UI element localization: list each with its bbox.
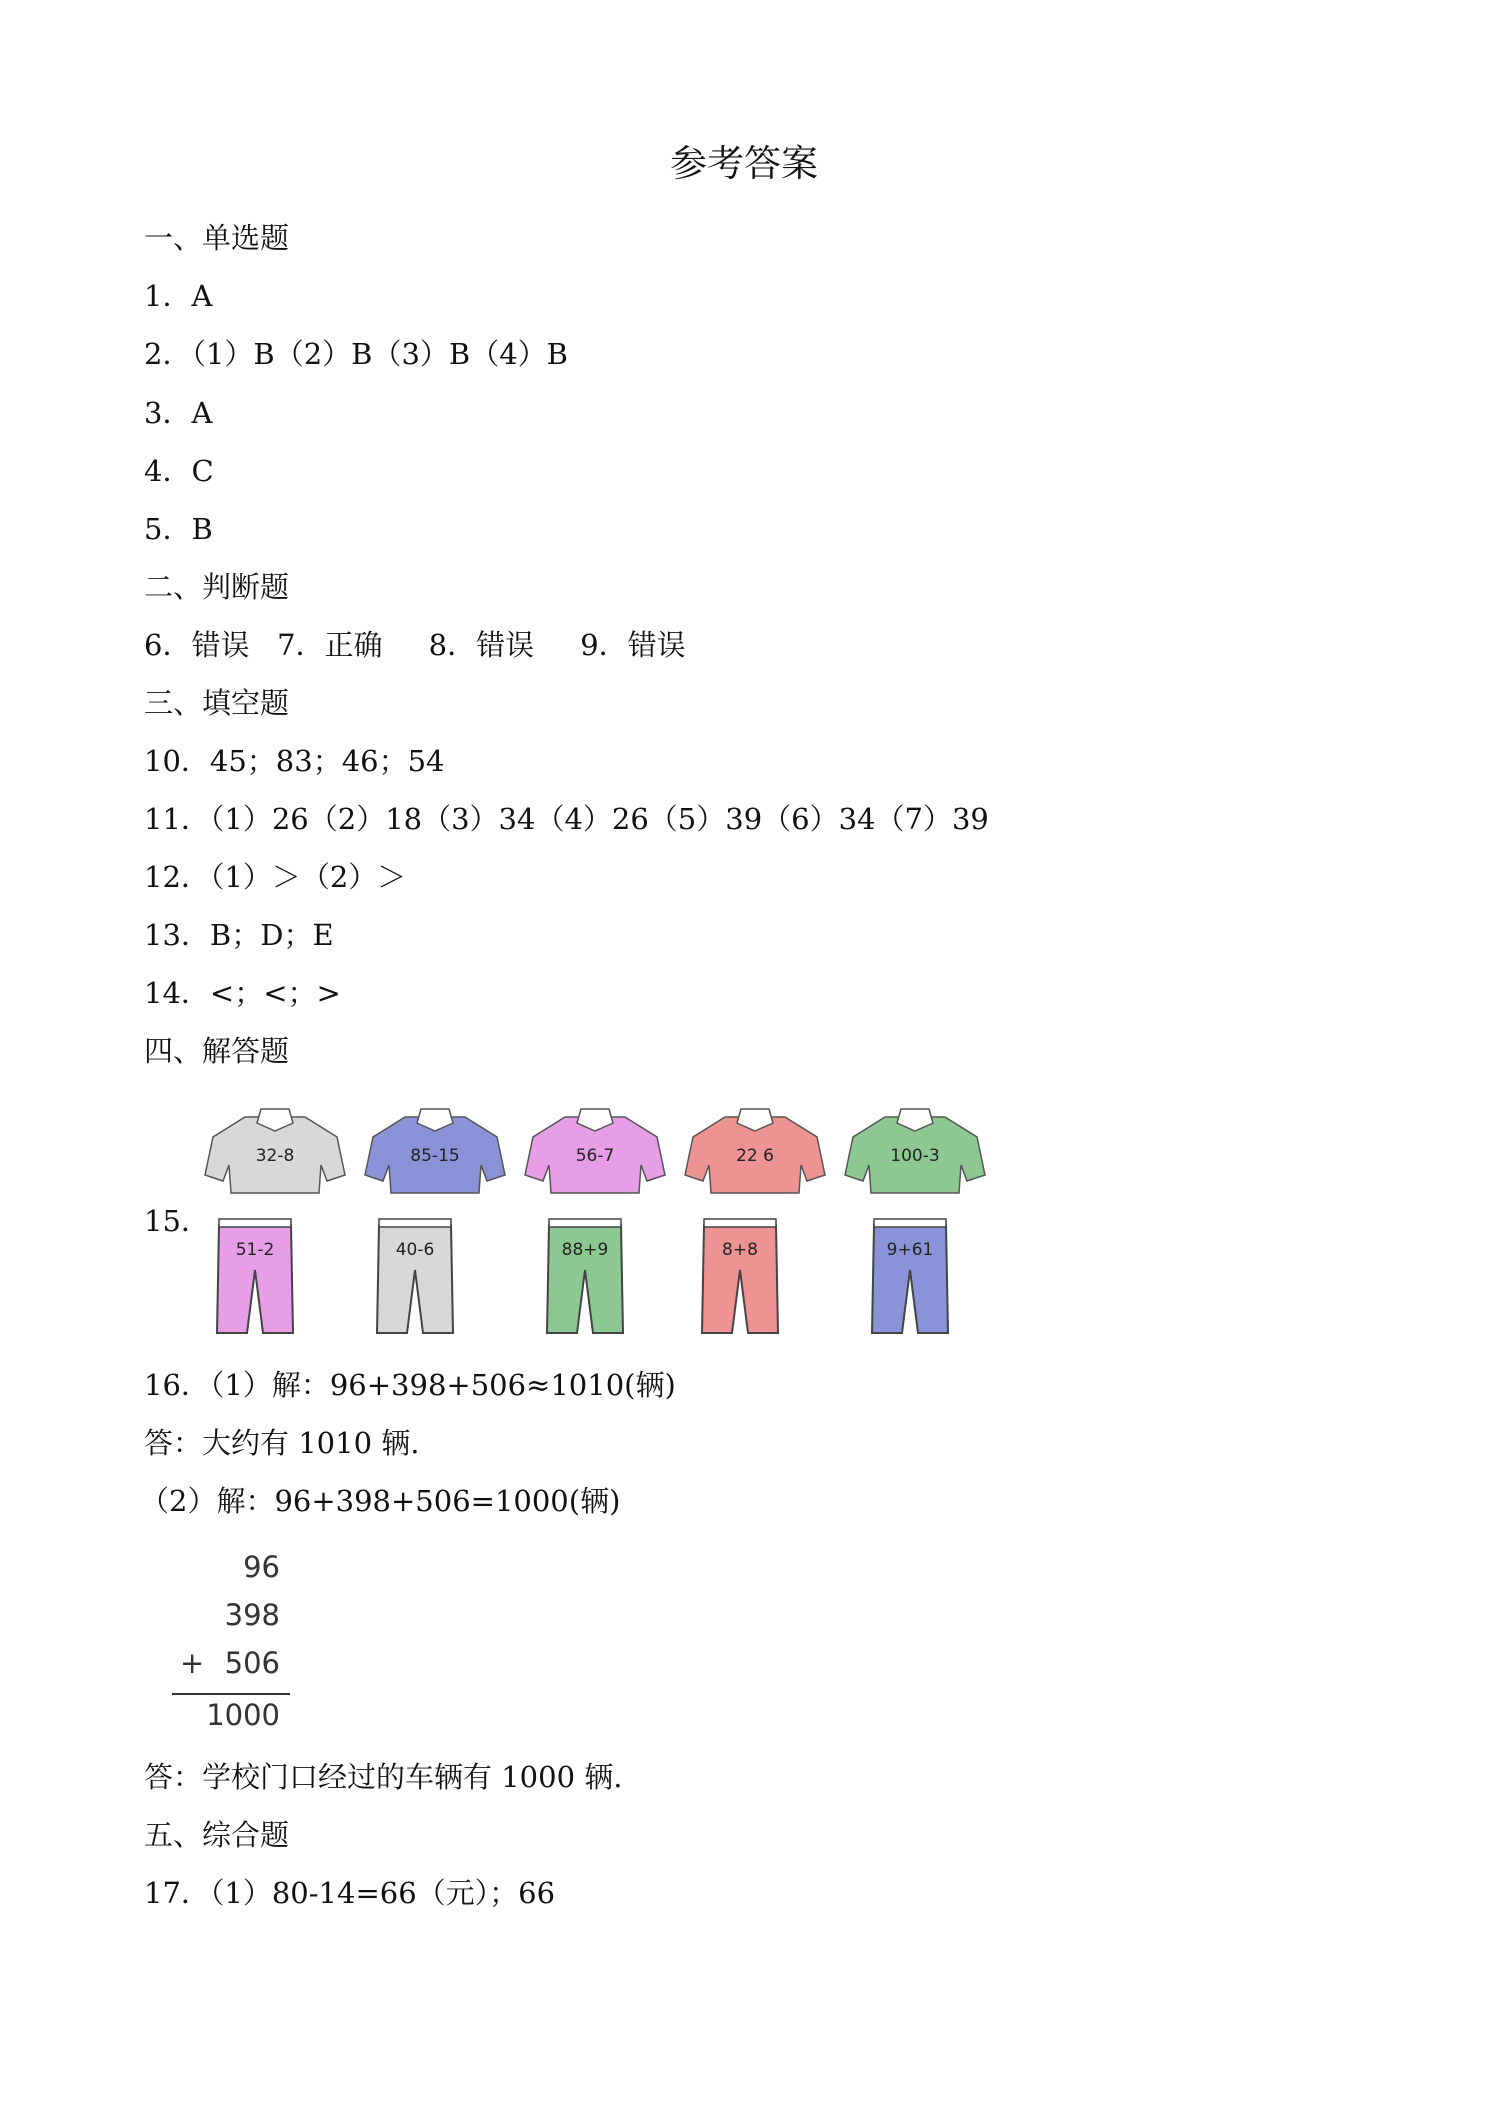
answer-16-part2: （2）解：96+398+506=1000(辆) [140, 1484, 621, 1518]
pants-label: 51-2 [235, 1240, 275, 1260]
jacket-1 [205, 1109, 345, 1193]
pants-waistband [379, 1219, 451, 1227]
section-heading-2: 二、判断题 [144, 570, 290, 604]
pants-4 [702, 1219, 778, 1333]
answer-5: 5．B [144, 512, 213, 546]
pants-label: 88+9 [561, 1240, 609, 1260]
jacket-label: 100-3 [890, 1146, 940, 1166]
jacket-2 [365, 1109, 505, 1193]
answer-1: 1．A [144, 279, 213, 313]
pants-2 [377, 1219, 453, 1333]
answer-16-part1: 16．（1）解：96+398+506≈1010(辆) [144, 1368, 676, 1402]
answer-2: 2．（1）B（2）B（3）B（4）B [144, 337, 568, 371]
page-title: 参考答案 [670, 142, 818, 185]
section-heading-3: 三、填空题 [144, 686, 290, 720]
jacket-label: 85-15 [410, 1146, 460, 1166]
section-heading-1: 一、单选题 [144, 221, 290, 255]
pants-waistband [219, 1219, 291, 1227]
pants-waistband [704, 1219, 776, 1227]
vcalc-row-1: 96 [243, 1550, 280, 1584]
vcalc-result: 1000 [206, 1698, 280, 1732]
answer-14: 14．<；<；> [144, 976, 341, 1010]
answer-17: 17．（1）80-14=66（元）；66 [144, 1876, 556, 1910]
answer-11: 11．（1）26（2）18（3）34（4）26（5）39（6）34（7）39 [144, 802, 989, 836]
vcalc-row-2: 398 [224, 1598, 280, 1632]
answer-12: 12．（1）＞（2）＞ [144, 860, 407, 894]
pants-waistband [874, 1219, 946, 1227]
pants-1 [217, 1219, 293, 1333]
pants-label: 8+8 [722, 1240, 758, 1260]
answer-13: 13．B；D；E [144, 918, 334, 952]
answer-16-reply2: 答：学校门口经过的车辆有 1000 辆. [144, 1760, 623, 1794]
answer-4: 4．C [144, 454, 214, 488]
vcalc-plus-sign: + [180, 1646, 205, 1680]
answer-10: 10．45；83；46；54 [144, 744, 445, 778]
section-heading-5: 五、综合题 [144, 1818, 290, 1852]
pants-5 [872, 1219, 948, 1333]
vcalc-row-3: 506 [224, 1646, 280, 1680]
answer-6-9: 6．错误 7．正确 8．错误 9．错误 [144, 628, 686, 662]
jacket-label: 22 6 [736, 1146, 774, 1166]
jacket-3 [525, 1109, 665, 1193]
jacket-4 [685, 1109, 825, 1193]
answer-3: 3．A [144, 396, 213, 430]
jacket-label: 32-8 [255, 1146, 295, 1166]
clothes-matching-figure [200, 1105, 1000, 1345]
pants-3 [547, 1219, 623, 1333]
section-heading-4: 四、解答题 [144, 1034, 290, 1068]
pants-label: 40-6 [395, 1240, 435, 1260]
pants-waistband [549, 1219, 621, 1227]
vertical-addition [150, 1550, 290, 1760]
jacket-label: 56-7 [575, 1146, 615, 1166]
answer-16-reply1: 答：大约有 1010 辆. [144, 1426, 420, 1460]
jacket-5 [845, 1109, 985, 1193]
answer-15-label: 15． [144, 1204, 210, 1238]
vcalc-sum-line [172, 1693, 290, 1695]
pants-label: 9+61 [886, 1240, 934, 1260]
